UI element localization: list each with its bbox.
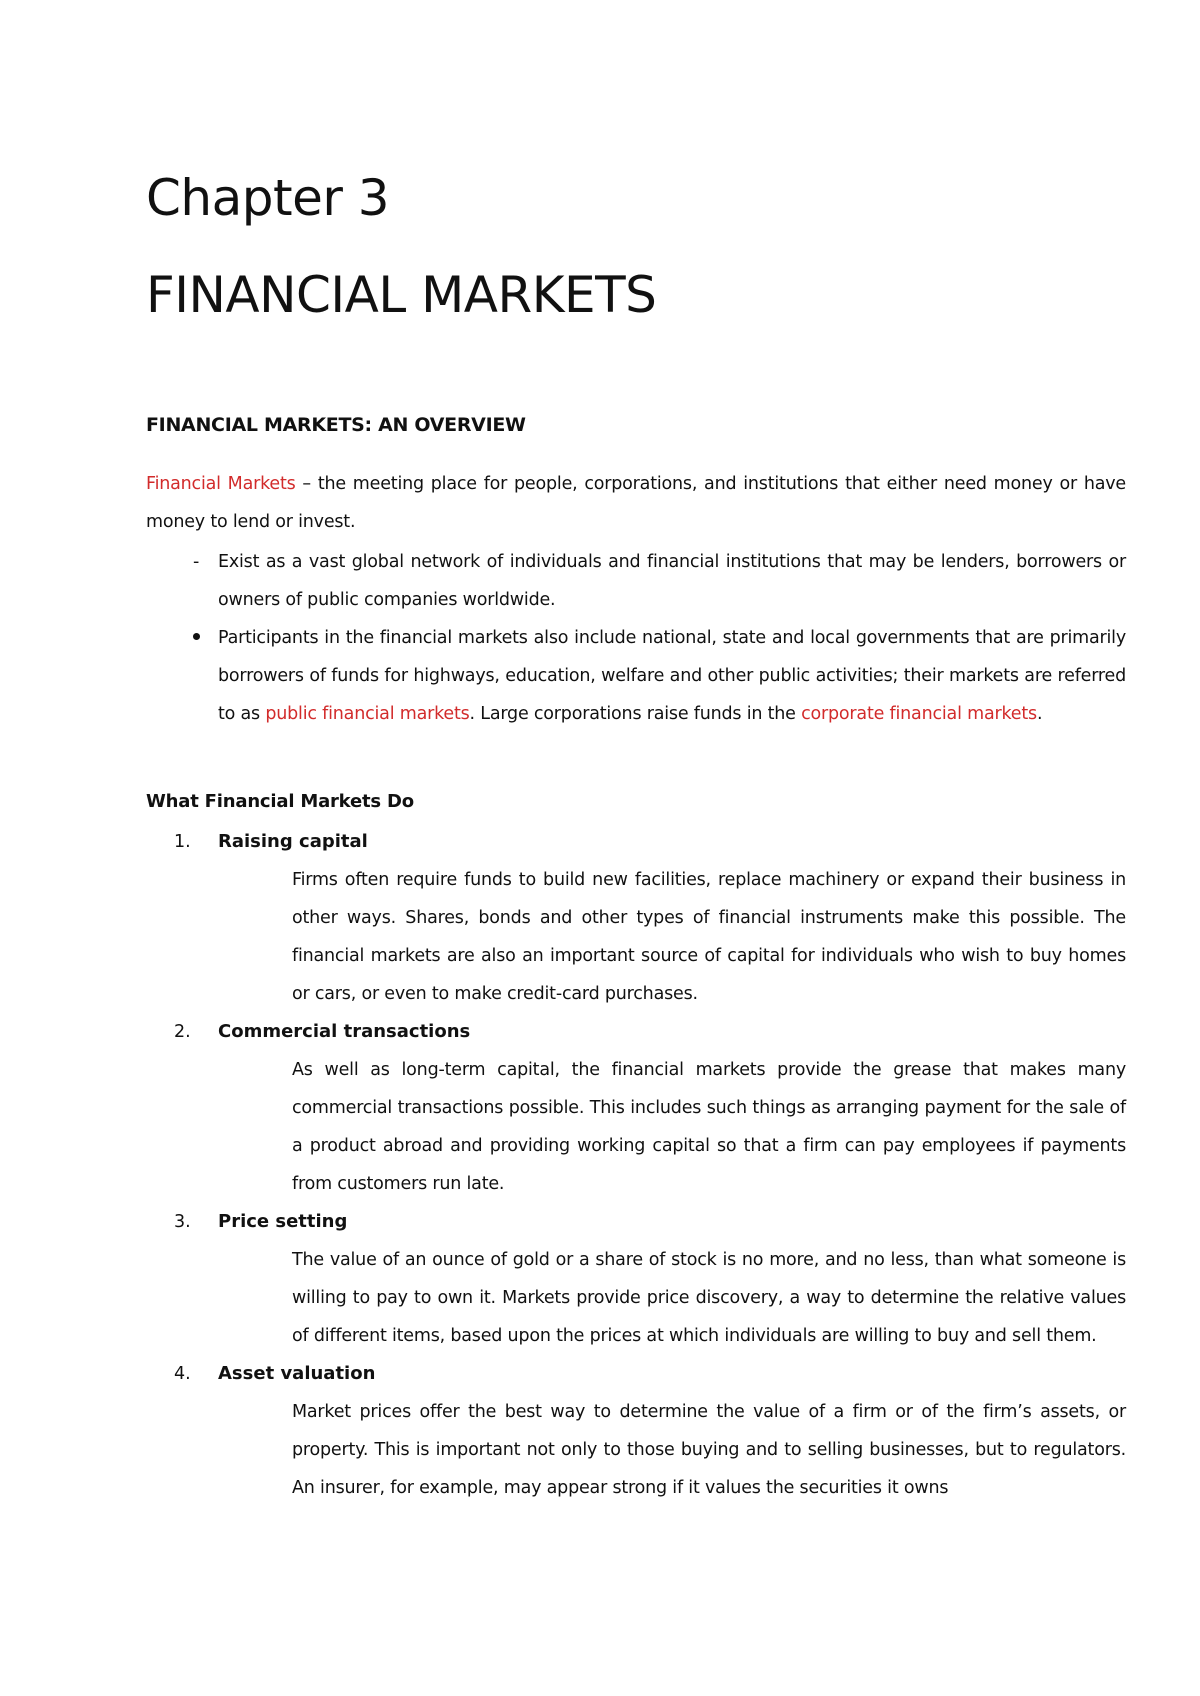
bullet-text: Participants in the financial markets also include national, state and local governments that are primarily borrowers of funds for highways, education, welfare and other public activities; their markets are referred to as public financial markets. Large corporations raise funds in the corporate financial markets.	[218, 628, 1126, 724]
item-description: Market prices offer the best way to determine the value of a firm or of the firm’s assets, or property. This is important not only to those buying and to selling businesses, but to regulators. An insurer, for example, may appear strong if it values the securities it owns	[292, 1402, 1126, 1498]
item-description: Firms often require funds to build new facilities, replace machinery or expand their business in other ways. Shares, bonds and other types of financial instruments make this possible. The financial markets are also an important source of capital for individuals who wish to buy homes or cars, or even to make credit-card purchases.	[292, 870, 1126, 1004]
list-item	[146, 823, 1126, 1013]
item-description: The value of an ounce of gold or a share of stock is no more, and no less, than what someone is willing to pay to own it. Markets provide price discovery, a way to determine the relative values of different items, based upon the prices at which individuals are willing to buy and sell them.	[292, 1250, 1126, 1346]
item-title: Raising capital	[218, 831, 368, 852]
defined-term: Financial Markets	[146, 474, 296, 494]
item-number: 1.	[174, 832, 191, 852]
bullet-text: Exist as a vast global network of individuals and financial institutions that may be lenders, borrowers or owners of public companies worldwide.	[218, 552, 1126, 610]
item-number: 3.	[174, 1212, 191, 1232]
list-item	[146, 1013, 1126, 1203]
list-item	[146, 1203, 1126, 1355]
list-item	[146, 543, 1126, 619]
list-item	[146, 619, 1126, 733]
bullet-dot-icon	[186, 619, 206, 657]
item-number: 2.	[174, 1022, 191, 1042]
item-title: Commercial transactions	[218, 1021, 471, 1042]
public-financial-markets-term: public financial markets	[265, 704, 470, 724]
term-definition: – the meeting place for people, corporations, and institutions that either need money or have money to lend or invest.	[146, 474, 1126, 532]
item-title: Price setting	[218, 1211, 348, 1232]
item-title: Asset valuation	[218, 1363, 376, 1384]
item-number: 4.	[174, 1364, 191, 1384]
item-description: As well as long-term capital, the financial markets provide the grease that makes many commercial transactions possible. This includes such things as arranging payment for the sale of a product abroad and providing working capital so that a firm can pay employees if payments from customers run late.	[292, 1060, 1126, 1194]
list-item	[146, 1355, 1126, 1507]
dash-marker: -	[192, 552, 200, 572]
numbered-list	[146, 823, 1126, 1507]
chapter-label: Chapter 3	[146, 169, 390, 227]
intro-paragraph	[146, 465, 1126, 541]
corporate-financial-markets-term: corporate financial markets	[801, 704, 1037, 724]
functions-heading: What Financial Markets Do	[146, 791, 414, 812]
page-title: FINANCIAL MARKETS	[146, 266, 657, 324]
section-heading: FINANCIAL MARKETS: AN OVERVIEW	[146, 414, 526, 436]
bullet-list	[146, 543, 1126, 733]
